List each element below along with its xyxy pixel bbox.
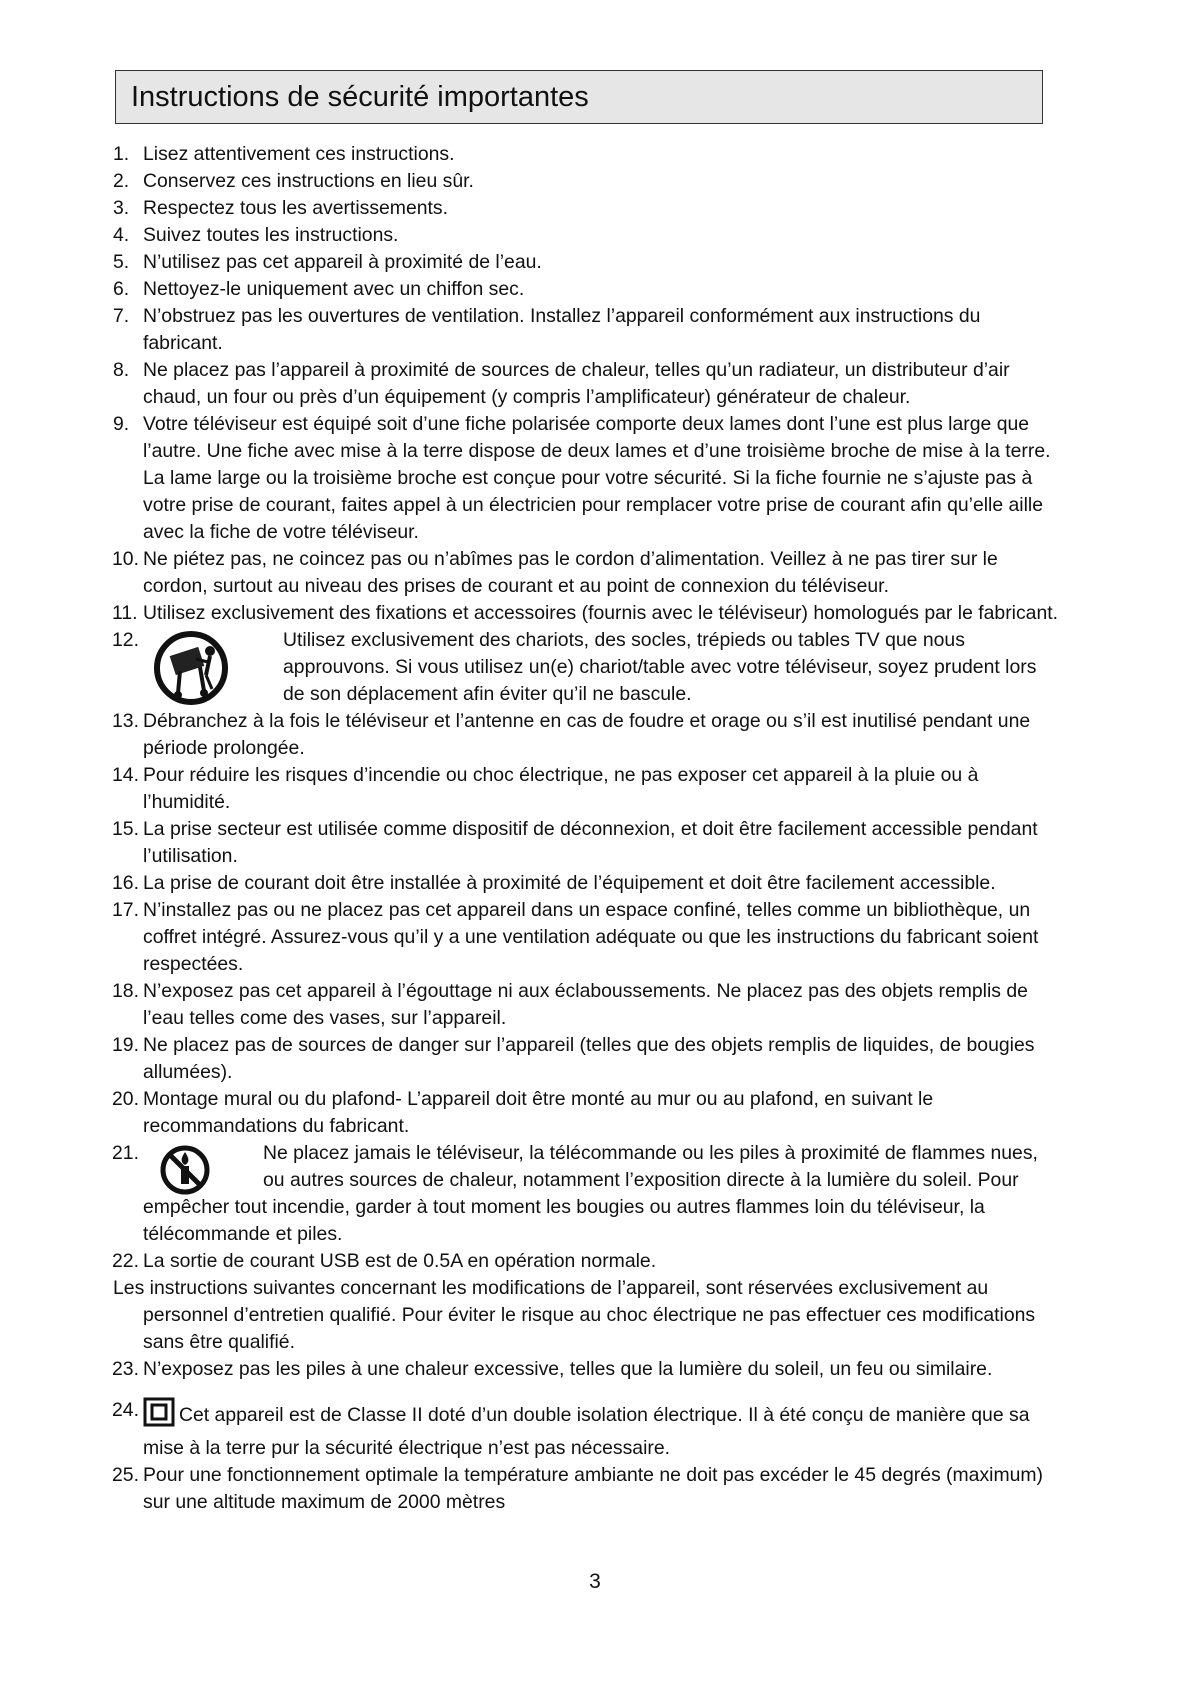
item-number: 7.: [113, 305, 130, 327]
item-number: 17.: [112, 899, 139, 921]
item-number: 24.: [112, 1399, 139, 1421]
item-text: Votre téléviseur est équipé soit d’une fiche polarisée comporte deux lames dont l’une est plus large que l’autre. Une fiche avec mise à la terre dispose de deux lames et d’une troisième broche de mise à la terre. La lame large ou la troisième broche est conçue pour votre sécurité. Si la fiche fournie ne s’ajuste pas à votre prise de courant, faites appel à un électricien pour remplacer votre prise de courant afin qu’elle aille avec la fiche de votre téléviseur.: [143, 413, 1051, 543]
list-item: [113, 357, 1063, 411]
item-number: 3.: [113, 197, 130, 219]
item-text: Utilisez exclusivement des chariots, des socles, trépieds ou tables TV que nous approuvons. Si vous utilisez un(e) chariot/table avec votre téléviseur, soyez prudent lors de son déplacement afin éviter qu’il ne bascule.: [283, 629, 1037, 705]
list-item: [113, 897, 1063, 978]
item-number: 23.: [112, 1358, 139, 1380]
item-text: La prise secteur est utilisée comme dispositif de déconnexion, et doit être facilement accessible pendant l’utilisation.: [143, 818, 1038, 867]
list-item: [113, 870, 1063, 897]
item-number: 18.: [112, 980, 139, 1002]
list-item: [113, 1397, 1063, 1462]
item-text: Cet appareil est de Classe II doté d’un double isolation électrique. Il à été conçu de manière que sa mise à la terre pur la sécurité électrique n’est pas nécessaire.: [143, 1404, 1030, 1459]
list-item: [113, 411, 1063, 546]
list-item: [113, 141, 1063, 168]
list-item: [113, 1248, 1063, 1275]
list-item: [113, 1140, 1063, 1248]
item-number: 22.: [112, 1250, 139, 1272]
item-text: Ne piétez pas, ne coincez pas ou n’abîmes pas le cordon d’alimentation. Veillez à ne pas tirer sur le cordon, surtout au niveau des prises de courant et au point de connexion du téléviseur.: [143, 548, 998, 597]
section-title-box: [115, 70, 1043, 124]
item-number: 2.: [113, 170, 130, 192]
item-text: Ne placez pas l’appareil à proximité de sources de chaleur, telles qu’un radiateur, un distributeur d’air chaud, un four ou près d’un équipement (y compris l’amplificateur) générateur de chaleur.: [143, 359, 1010, 408]
item-number: 6.: [113, 278, 130, 300]
item-number: 11.: [112, 602, 138, 624]
item-number: 19.: [112, 1034, 139, 1056]
item-text: N’exposez pas cet appareil à l’égouttage ni aux éclaboussements. Ne placez pas des objets remplis de l’eau telles come des vases, sur l’appareil.: [143, 980, 1028, 1029]
item-text: Conservez ces instructions en lieu sûr.: [143, 170, 474, 192]
item-text: Respectez tous les avertissements.: [143, 197, 448, 219]
item-number: 5.: [113, 251, 130, 273]
list-item: [113, 816, 1063, 870]
list-item: [113, 762, 1063, 816]
item-text: Pour une fonctionnement optimale la température ambiante ne doit pas excéder le 45 degrés (maximum) sur une altitude maximum de 2000 mètres: [143, 1464, 1043, 1513]
item-number: 21.: [112, 1142, 139, 1164]
item-text: Lisez attentivement ces instructions.: [143, 143, 455, 165]
item-text: Pour réduire les risques d’incendie ou choc électrique, ne pas exposer cet appareil à la pluie ou à l’humidité.: [143, 764, 979, 813]
class-ii-double-insulation-icon: [143, 1397, 175, 1435]
item-text: Utilisez exclusivement des fixations et accessoires (fournis avec le téléviseur) homologués par le fabricant.: [143, 602, 1059, 624]
item-number: 4.: [113, 224, 130, 246]
list-item: [113, 1462, 1063, 1516]
list-item: [113, 546, 1063, 600]
list-item: [113, 195, 1063, 222]
safety-instructions-list: [113, 141, 1063, 1516]
service-note: [113, 1275, 1063, 1356]
item-number: 13.: [112, 710, 139, 732]
spacer: [113, 1383, 1063, 1397]
item-text: La prise de courant doit être installée à proximité de l’équipement et doit être facilement accessible.: [143, 872, 996, 894]
list-item: [113, 303, 1063, 357]
item-text: La sortie de courant USB est de 0.5A en opération normale.: [143, 1250, 657, 1272]
item-text: empêcher tout incendie, garder à tout moment les bougies ou autres flammes loin du téléviseur, la télécommande et piles.: [143, 1196, 985, 1245]
item-number: 25.: [112, 1464, 139, 1486]
list-item: [113, 1356, 1063, 1383]
item-number: 15.: [112, 818, 139, 840]
item-number: 8.: [113, 359, 130, 381]
list-item: [113, 627, 1063, 708]
item-text: N’installez pas ou ne placez pas cet appareil dans un espace confiné, telles comme un bibliothèque, un coffret intégré. Assurez-vous qu’il y a une ventilation adéquate ou que les instructions du fabricant soient respectées.: [143, 899, 1039, 975]
list-item: [113, 708, 1063, 762]
list-item: [113, 249, 1063, 276]
item-text-line: ou autres sources de chaleur, notamment l’exposition directe à la lumière du soleil. Pour: [263, 1169, 1019, 1191]
list-item: [113, 600, 1063, 627]
item-text: N’obstruez pas les ouvertures de ventilation. Installez l’appareil conformément aux instructions du fabricant.: [143, 305, 981, 354]
item-text: N’utilisez pas cet appareil à proximité de l’eau.: [143, 251, 542, 273]
no-open-flame-icon: [159, 1144, 211, 1204]
item-text: Les instructions suivantes concernant les modifications de l’appareil, sont réservées exclusivement au personnel d’entretien qualifié. Pour éviter le risque au choc électrique ne pas effectuer ces modifications sans être qualifié.: [113, 1277, 1036, 1353]
item-text: Débranchez à la fois le téléviseur et l’antenne en cas de foudre et orage ou s’il est inutilisé pendant une période prolongée.: [143, 710, 1031, 759]
item-text-line: Ne placez jamais le téléviseur, la télécommande ou les piles à proximité de flammes nues,: [263, 1142, 1038, 1164]
list-item: [113, 978, 1063, 1032]
item-number: 1.: [113, 143, 130, 165]
list-item: [113, 1086, 1063, 1140]
section-title: Instructions de sécurité importantes: [131, 81, 589, 113]
item-number: 10.: [112, 548, 139, 570]
page-number: 3: [589, 1570, 601, 1593]
item-number: 9.: [113, 413, 130, 435]
list-item: [113, 168, 1063, 195]
list-item: [113, 222, 1063, 249]
item-text: Suivez toutes les instructions.: [143, 224, 399, 246]
item-text: Montage mural ou du plafond- L’appareil doit être monté au mur ou au plafond, en suivant le recommandations du fabricant.: [143, 1088, 934, 1137]
item-number: 12.: [112, 629, 139, 651]
list-item: [113, 1032, 1063, 1086]
list-item: [113, 276, 1063, 303]
cart-tip-over-warning-icon: [150, 629, 232, 715]
item-number: 20.: [112, 1088, 139, 1110]
item-number: 14.: [112, 764, 139, 786]
item-text: Nettoyez-le uniquement avec un chiffon sec.: [143, 278, 525, 300]
item-text: N’exposez pas les piles à une chaleur excessive, telles que la lumière du soleil, un feu ou similaire.: [143, 1358, 993, 1380]
item-text: Ne placez pas de sources de danger sur l’appareil (telles que des objets remplis de liquides, de bougies allumées).: [143, 1034, 1035, 1083]
item-number: 16.: [112, 872, 139, 894]
